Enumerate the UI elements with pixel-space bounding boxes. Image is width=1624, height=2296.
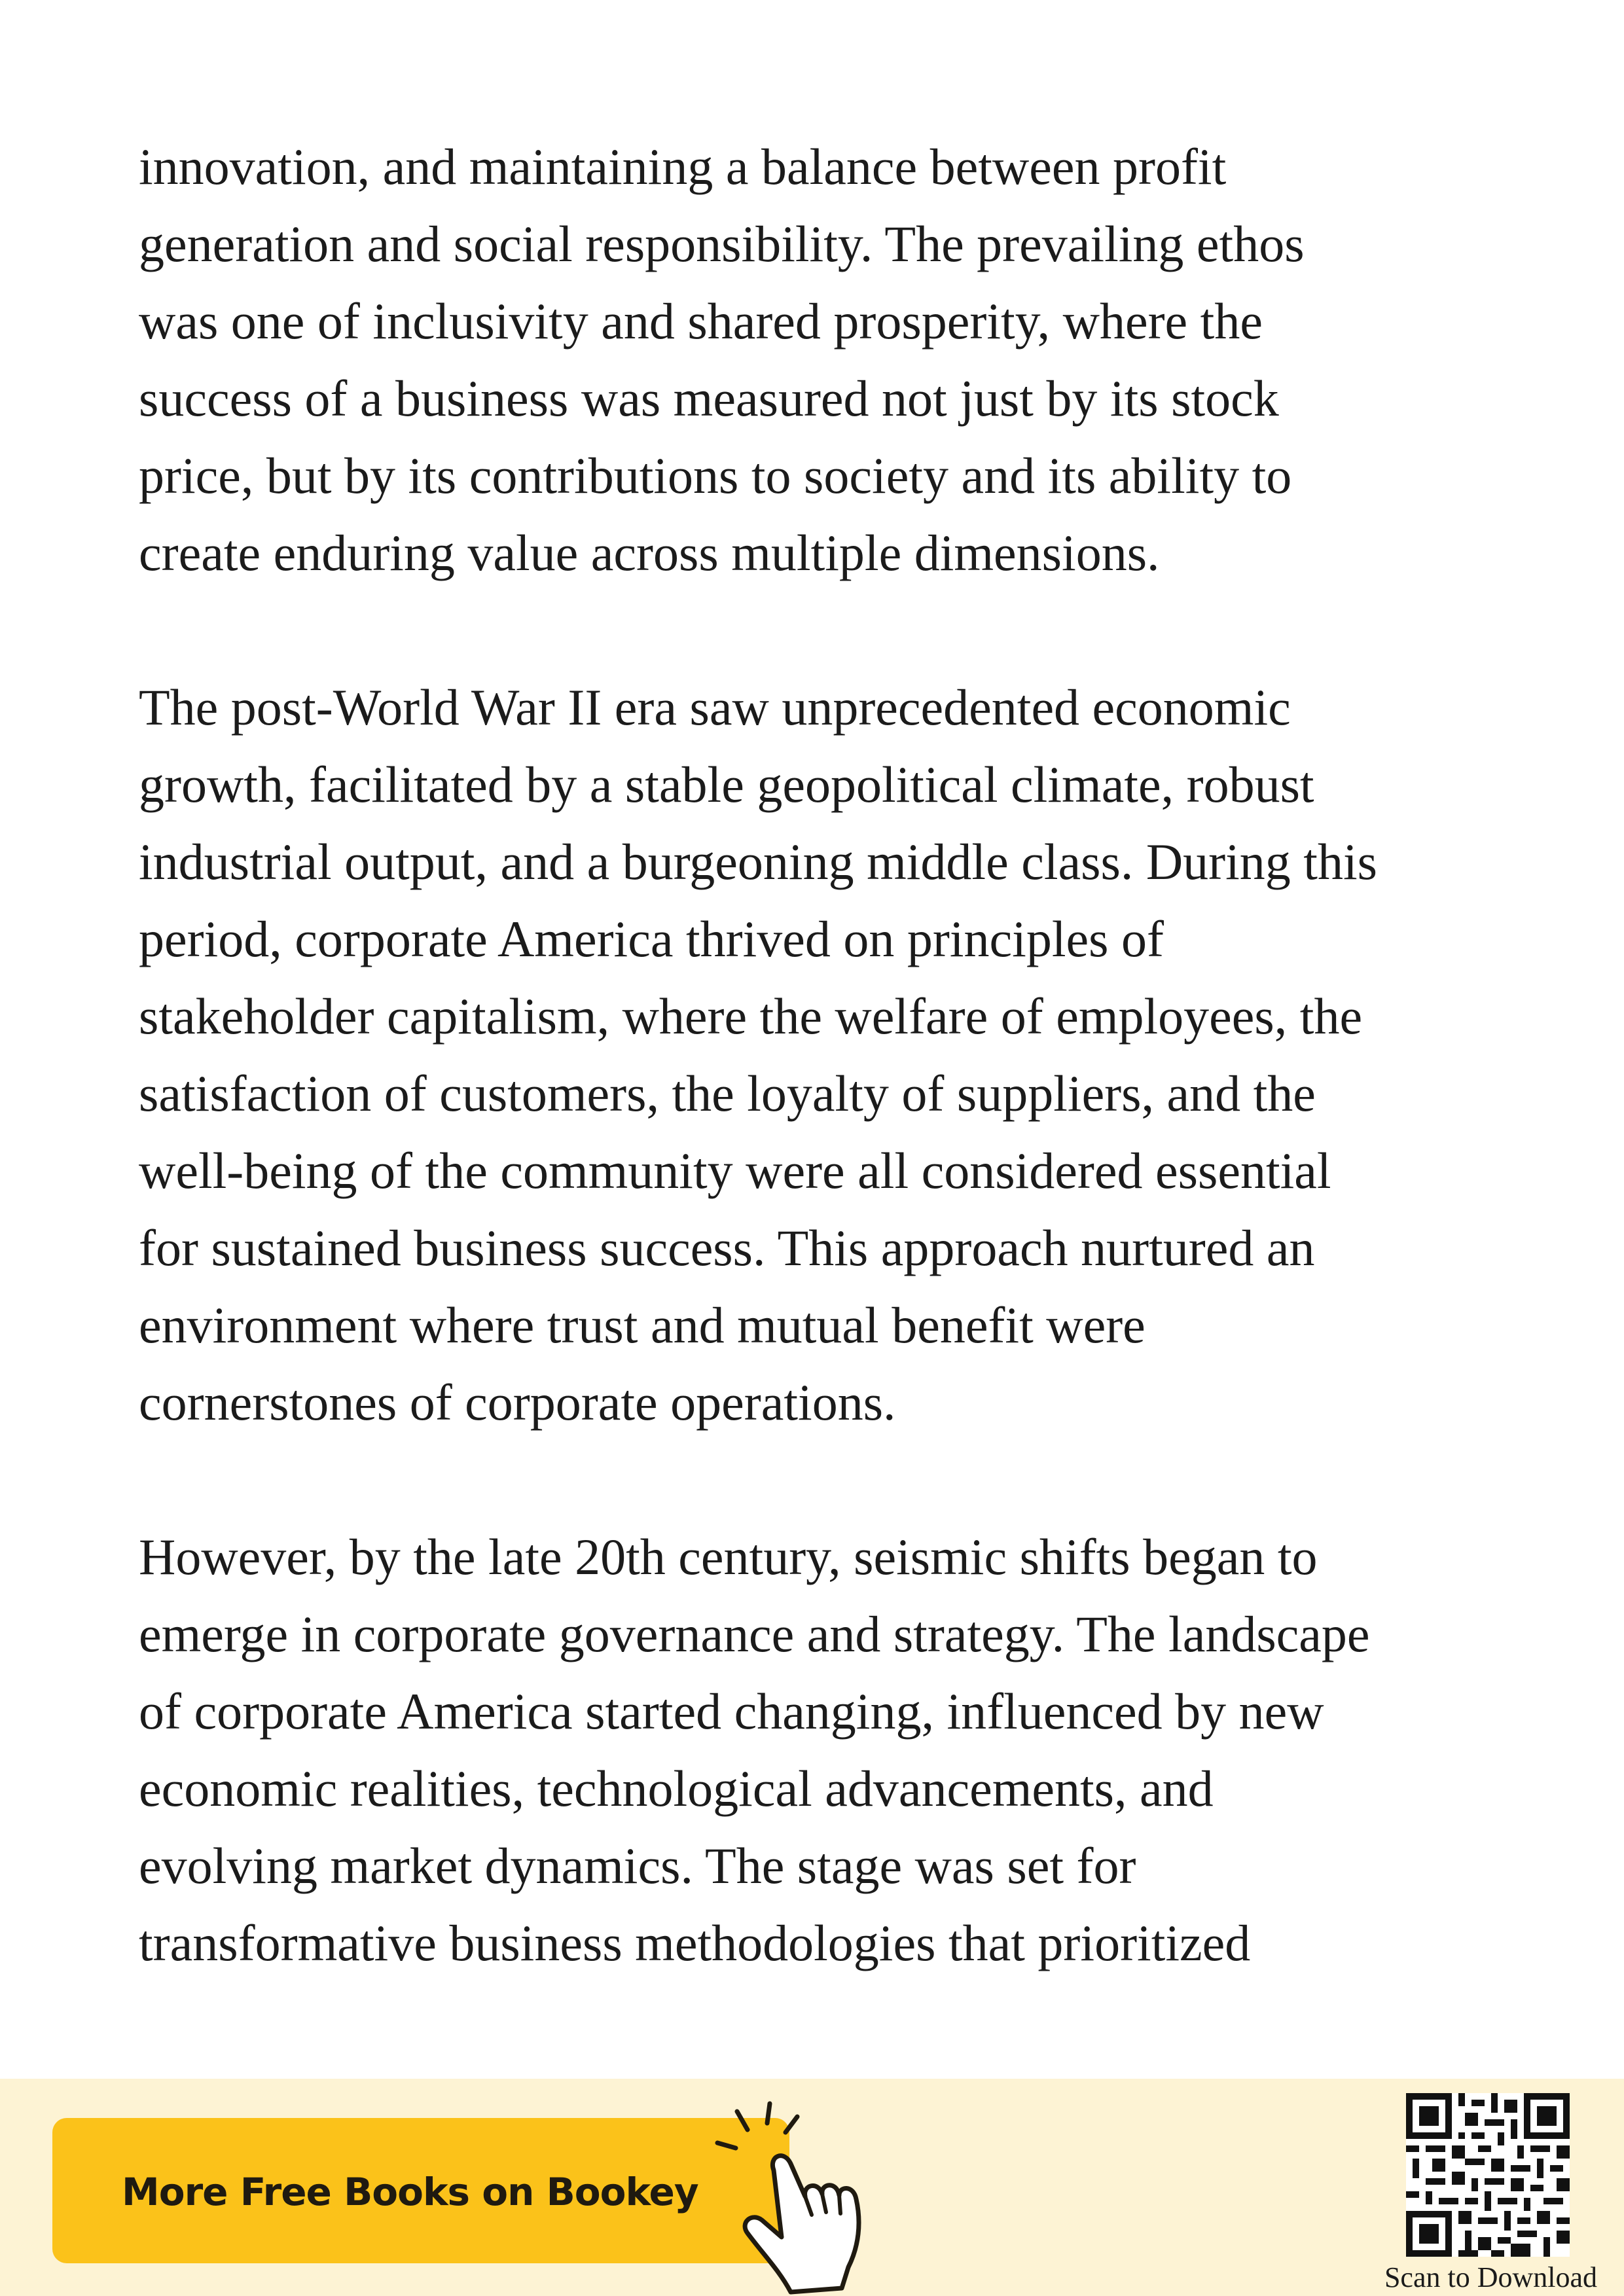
text-line: success of a business was measured not just by its stock bbox=[139, 370, 1279, 427]
text-line: stakeholder capitalism, where the welfare of employees, the bbox=[139, 988, 1363, 1045]
text-line: transformative business methodologies that prioritized bbox=[139, 1914, 1251, 1971]
more-free-books-button[interactable] bbox=[52, 2118, 789, 2263]
paragraph-3 bbox=[139, 1518, 1526, 1982]
document-body bbox=[139, 128, 1526, 2059]
paragraph-1 bbox=[139, 128, 1526, 592]
text-line: evolving market dynamics. The stage was set for bbox=[139, 1837, 1136, 1894]
text-line: price, but by its contributions to society and its ability to bbox=[139, 447, 1292, 504]
text-line: satisfaction of customers, the loyalty of suppliers, and the bbox=[139, 1065, 1316, 1122]
text-line: However, by the late 20th century, seismic shifts began to bbox=[139, 1528, 1318, 1585]
text-line: create enduring value across multiple dimensions. bbox=[139, 524, 1160, 581]
text-line: of corporate America started changing, influenced by new bbox=[139, 1683, 1324, 1740]
text-line: generation and social responsibility. The prevailing ethos bbox=[139, 215, 1305, 272]
cta-label: More Free Books on Bookey bbox=[122, 2170, 698, 2214]
text-line: growth, facilitated by a stable geopolitical climate, robust bbox=[139, 756, 1314, 813]
text-line: for sustained business success. This approach nurtured an bbox=[139, 1219, 1315, 1276]
text-line: well-being of the community were all considered essential bbox=[139, 1142, 1331, 1199]
text-line: period, corporate America thrived on principles of bbox=[139, 910, 1164, 967]
pointing-hand-icon bbox=[713, 2098, 884, 2295]
text-line: cornerstones of corporate operations. bbox=[139, 1374, 896, 1431]
text-line: emerge in corporate governance and strategy. The landscape bbox=[139, 1605, 1370, 1662]
scan-to-download-caption: Scan to Download bbox=[1384, 2261, 1597, 2293]
footer-banner bbox=[0, 2079, 1624, 2296]
paragraph-2 bbox=[139, 669, 1526, 1441]
text-line: The post-World War II era saw unprecedented economic bbox=[139, 679, 1291, 736]
text-line: was one of inclusivity and shared prosperity, where the bbox=[139, 293, 1263, 350]
text-line: innovation, and maintaining a balance between profit bbox=[139, 138, 1227, 195]
text-line: economic realities, technological advancements, and bbox=[139, 1760, 1214, 1817]
qr-code-icon[interactable] bbox=[1406, 2093, 1570, 2257]
text-line: environment where trust and mutual benefit were bbox=[139, 1297, 1146, 1354]
text-line: industrial output, and a burgeoning middle class. During this bbox=[139, 833, 1377, 890]
